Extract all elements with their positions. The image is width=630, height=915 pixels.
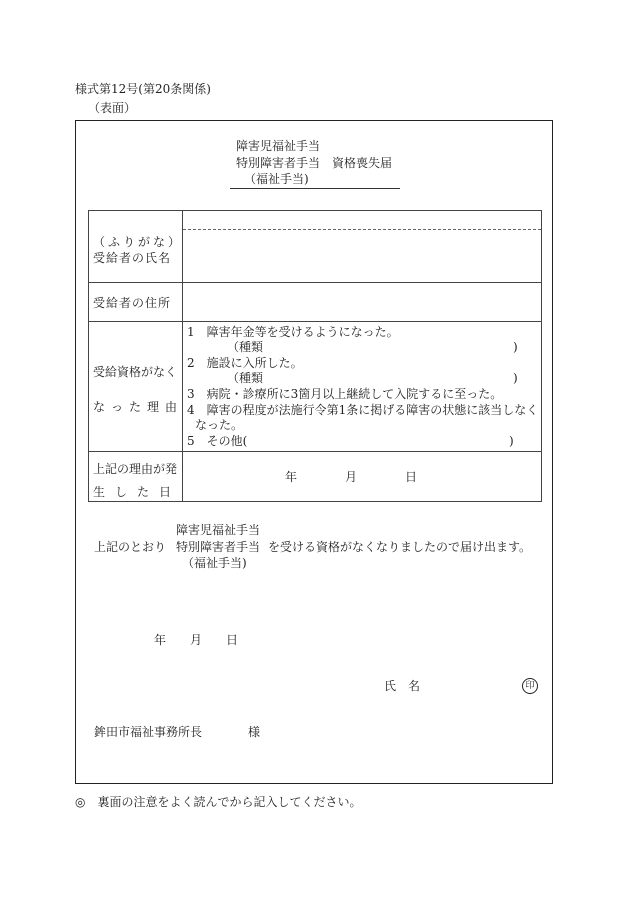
date-month-label: 月 <box>345 470 358 484</box>
statement-suffix: を受ける資格がなくなりましたので届け出ます。 <box>268 540 532 554</box>
statement-allowance-3: （福祉手当) <box>182 556 247 570</box>
title-underline <box>230 188 400 189</box>
form-number: 様式第12号(第20条関係) <box>75 82 211 96</box>
reason-item[interactable]: 2 施設に入所した。 <box>187 356 303 370</box>
furigana-divider <box>183 229 541 230</box>
signature-label: 氏 名 <box>384 679 421 693</box>
reason-item: ) <box>513 371 518 385</box>
reason-item[interactable]: 3 病院・診療所に3箇月以上継続して入院するに至った。 <box>187 387 503 401</box>
date-day-label: 日 <box>405 470 418 484</box>
title-allowance-2: 特別障害者手当 <box>236 156 321 170</box>
date-label-1: 上記の理由が発 <box>93 462 178 476</box>
address-input-area[interactable] <box>185 285 539 318</box>
reason-item: ) <box>513 340 518 354</box>
form-side: （表面） <box>88 101 137 115</box>
table-row-divider <box>89 321 541 322</box>
title-suffix: 資格喪失届 <box>332 156 393 170</box>
table-row-divider <box>89 282 541 283</box>
reason-item[interactable]: 1 障害年金等を受けるようになった。 <box>187 325 399 339</box>
name-label: 受給者の氏名 <box>93 251 172 265</box>
reason-item: なった。 <box>195 418 244 432</box>
reason-label-1: 受給資格がなく <box>93 365 178 379</box>
date-label-2: 生した日 <box>93 485 182 499</box>
statement-allowance-2: 特別障害者手当 <box>176 540 261 554</box>
reason-label-2: なった理由 <box>93 400 184 414</box>
reason-item: （種類 <box>227 340 264 354</box>
date-input-area[interactable] <box>185 455 539 499</box>
statement-allowance-1: 障害児福祉手当 <box>176 523 261 537</box>
submit-month-label: 月 <box>190 633 203 647</box>
addressee-office: 鉾田市福祉事務所長 <box>94 725 203 739</box>
submit-year-label: 年 <box>154 633 167 647</box>
table-row-divider <box>89 451 541 452</box>
name-input-area[interactable] <box>185 231 539 279</box>
submit-day-label: 日 <box>226 633 239 647</box>
reason-item[interactable]: 5 その他( <box>187 434 248 448</box>
reason-item: （種類 <box>227 371 264 385</box>
seal-icon: 印 <box>522 678 538 694</box>
furigana-label: （ふりがな） <box>93 235 184 249</box>
title-allowance-3: （福祉手当) <box>244 172 309 186</box>
statement-prefix: 上記のとおり <box>94 540 167 554</box>
date-year-label: 年 <box>285 470 298 484</box>
footer-note: ◎ 裏面の注意をよく読んでから記入してください。 <box>75 795 362 809</box>
title-allowance-1: 障害児福祉手当 <box>236 139 321 153</box>
reason-item: ) <box>509 434 514 448</box>
table-column-divider <box>182 211 183 501</box>
reason-item[interactable]: 4 障害の程度が法施行令第1条に掲げる障害の状態に該当しなく <box>187 403 539 417</box>
address-label: 受給者の住所 <box>93 296 172 310</box>
form-table <box>88 210 542 502</box>
addressee-honorific: 様 <box>248 725 261 739</box>
